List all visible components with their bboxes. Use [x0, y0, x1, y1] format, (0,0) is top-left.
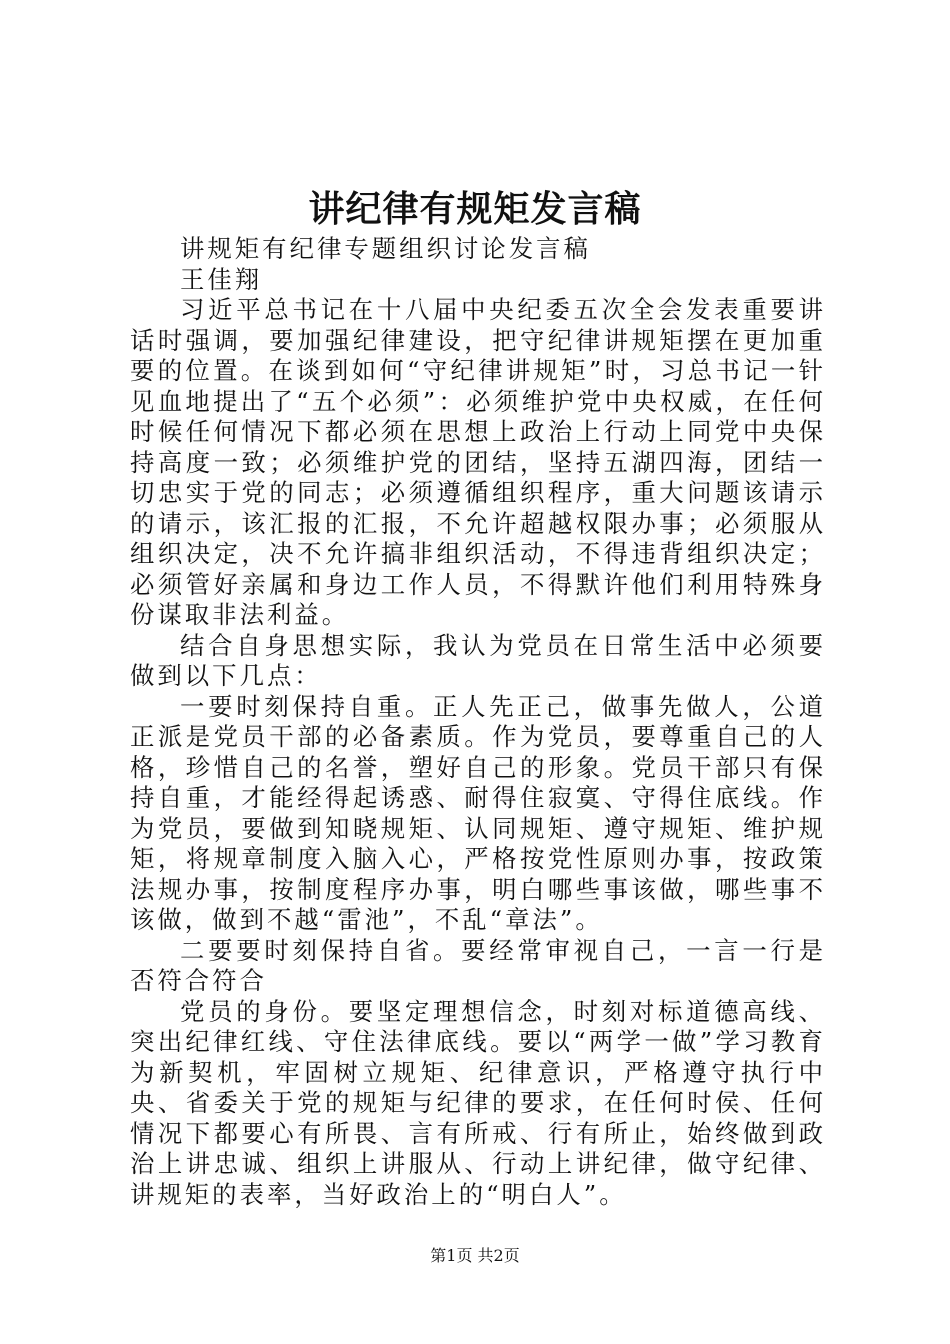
- paragraph: 二要要时刻保持自省。要经常审视自己，一言一行是否符合符合: [130, 935, 826, 995]
- document-body: [130, 234, 826, 1210]
- paragraph: 结合自身思想实际，我认为党员在日常生活中必须要做到以下几点：: [130, 630, 826, 690]
- paragraph: 党员的身份。要坚定理想信念，时刻对标道德高线、突出纪律红线、守住法律底线。要以“两学一做”学习教育为新契机，牢固树立规矩、纪律意识，严格遵守执行中央、省委关于党的规矩与纪律的要求，在任何时侯、任何情况下都要心有所畏、言有所戒、行有所止，始终做到政治上讲忠诚、组织上讲服从、行动上讲纪律，做守纪律、讲规矩的表率，当好政治上的“明白人”。: [130, 996, 826, 1209]
- document-subtitle: 讲规矩有纪律专题组织讨论发言稿: [180, 234, 591, 263]
- paragraph: 一要时刻保持自重。正人先正己，做事先做人，公道正派是党员干部的必备素质。作为党员，要尊重自己的人格，珍惜自己的名誉，塑好自己的形象。党员干部只有保持自重，才能经得起诱惑、耐得住寂寞、守得住底线。作为党员，要做到知晓规矩、认同规矩、遵守规矩、维护规矩，将规章制度入脑入心，严格按党性原则办事，按政策法规办事，按制度程序办事，明白哪些事该做，哪些事不该做，做到不越“雷池”，不乱“章法”。: [130, 691, 826, 934]
- page-footer: 第1页 共2页: [430, 1246, 520, 1265]
- document-author: 王佳翔: [180, 264, 263, 294]
- paragraph: 习近平总书记在十八届中央纪委五次全会发表重要讲话时强调，要加强纪律建设，把守纪律讲规矩摆在更加重要的位置。在谈到如何“守纪律讲规矩”时，习总书记一针见血地提出了“五个必须”：必须维护党中央权威，在任何时候任何情况下都必须在思想上政治上行动上同党中央保持高度一致；必须维护党的团结，坚持五湖四海，团结一切忠实于党的同志；必须遵循组织程序，重大问题该请示的请示，该汇报的汇报，不允许超越权限办事；必须服从组织决定，决不允许搞非组织活动，不得违背组织决定；必须管好亲属和身边工作人员，不得默许他们利用特殊身份谋取非法利益。: [130, 295, 826, 629]
- document-title: 讲纪律有规矩发言稿: [308, 188, 642, 230]
